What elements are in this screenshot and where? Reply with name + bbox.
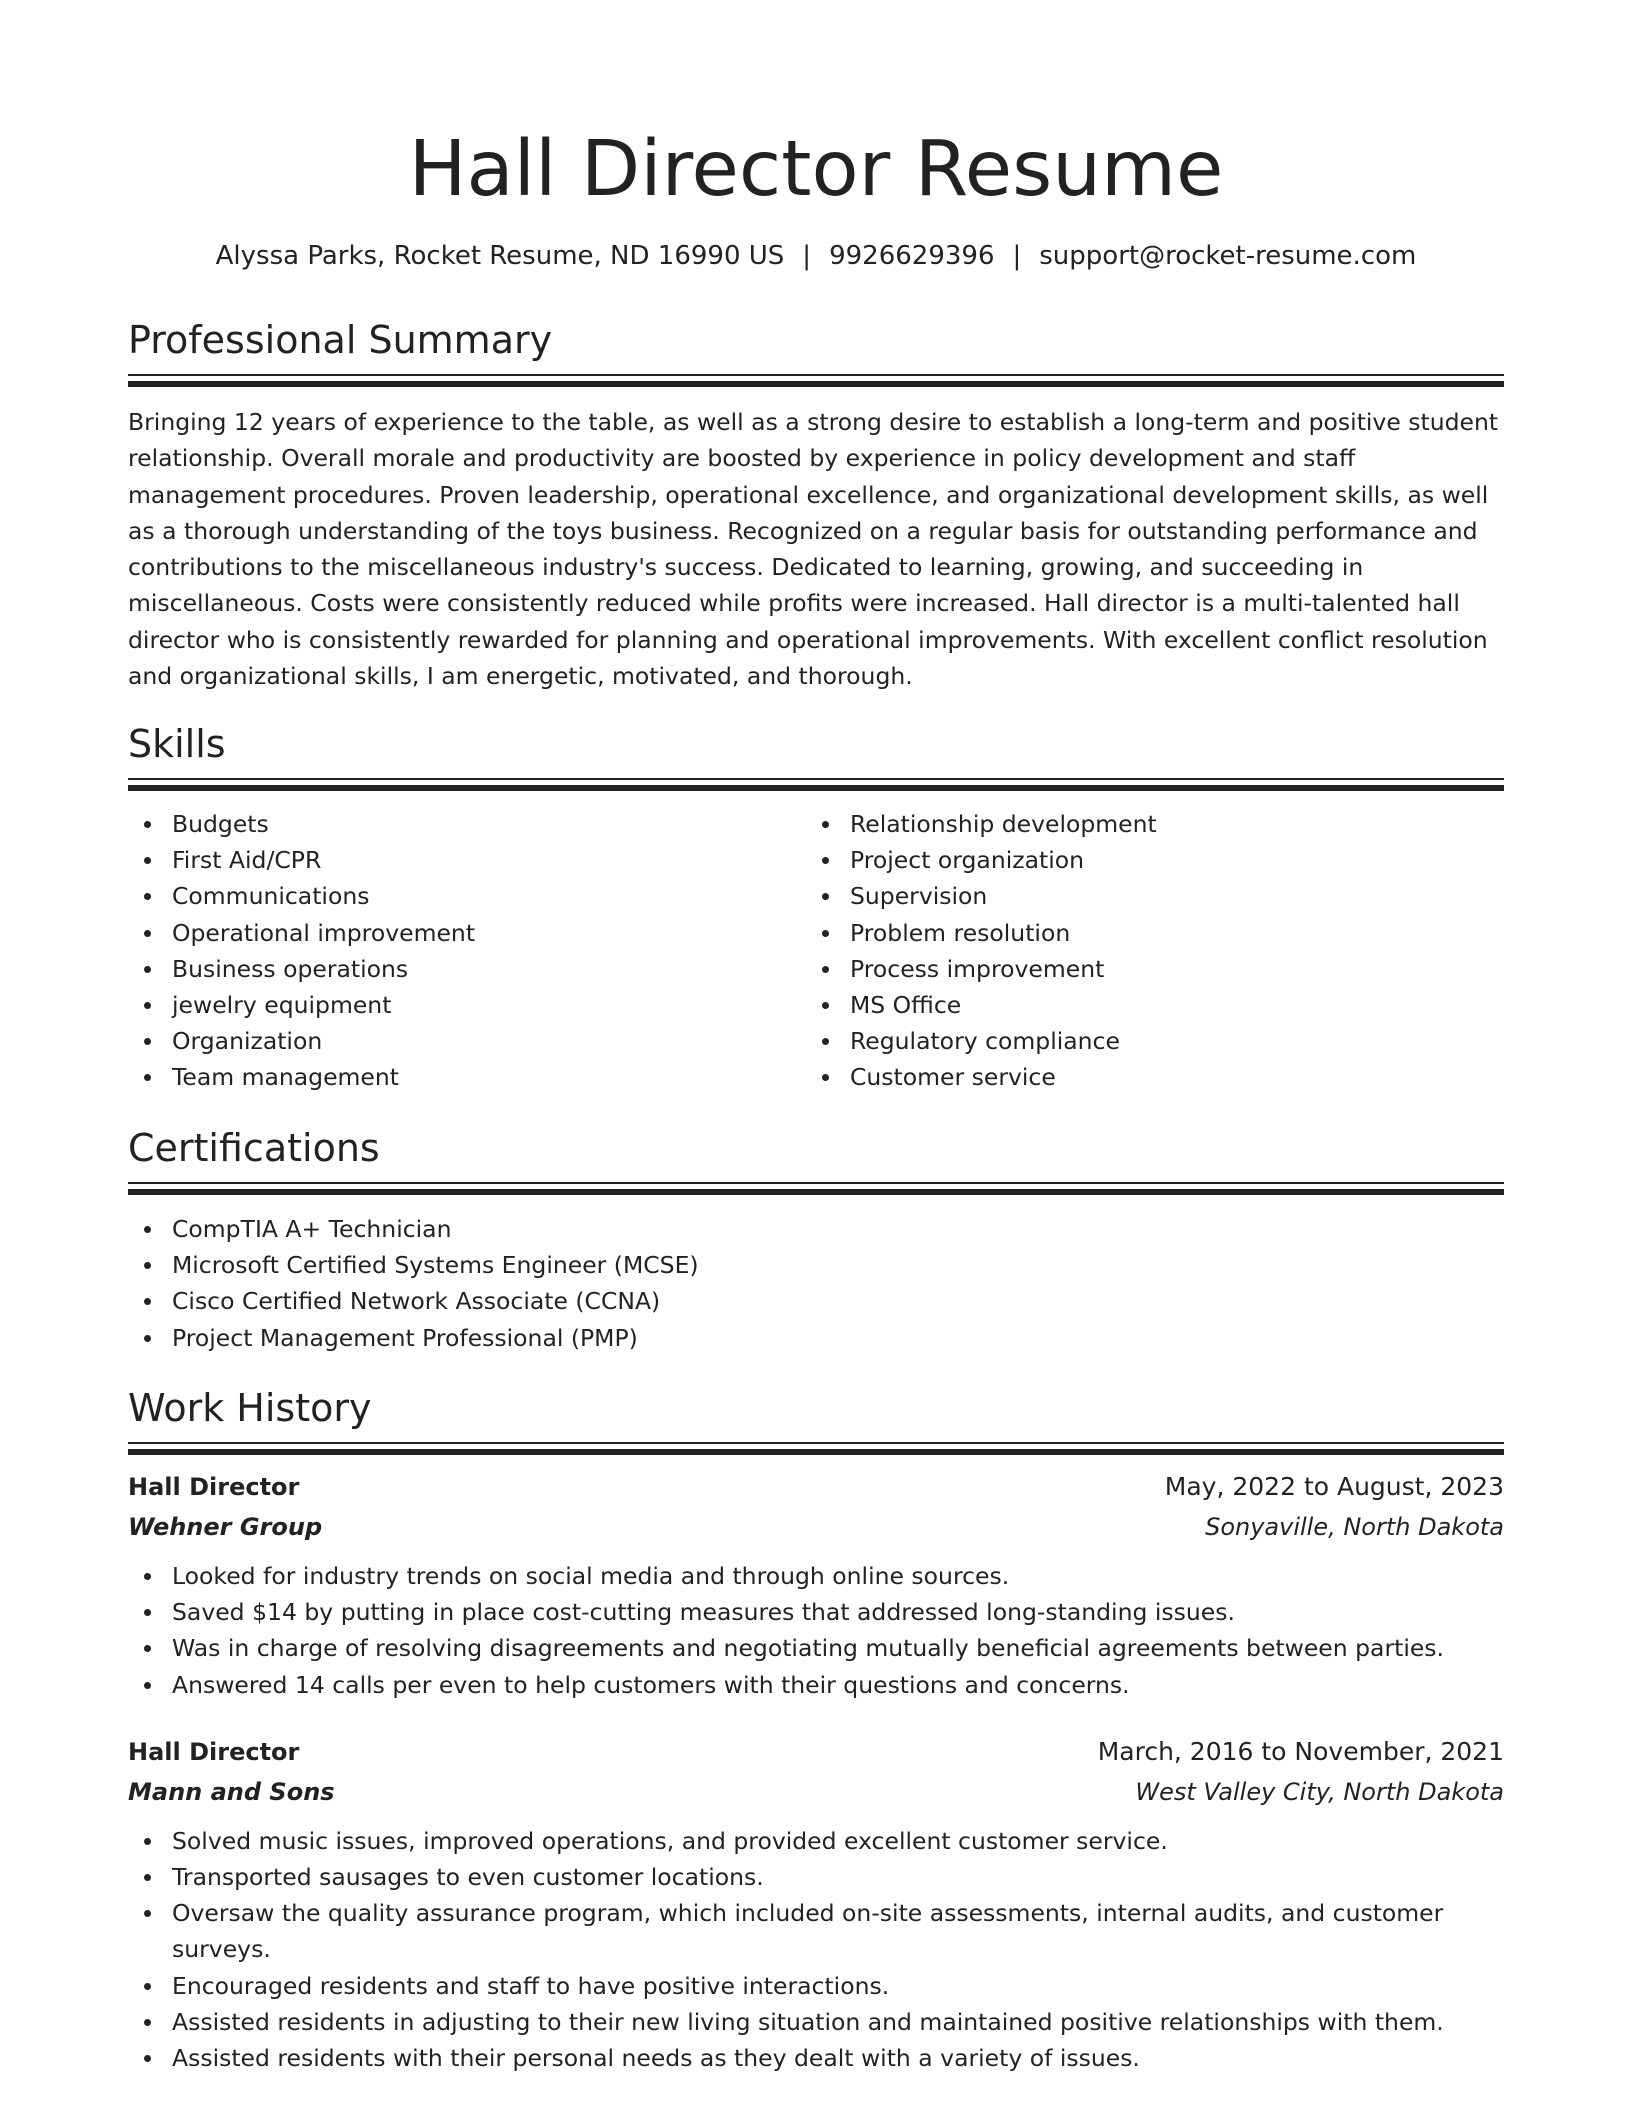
job-company: Wehner Group xyxy=(128,1513,323,1541)
job-duty-item: Was in charge of resolving disagreements and negotiating mutually beneficial agreements between parties. xyxy=(128,1630,1504,1666)
skill-item: Budgets xyxy=(128,806,788,842)
skill-item: Team management xyxy=(128,1059,788,1095)
job-duty-item: Solved music issues, improved operations, and provided excellent customer service. xyxy=(128,1823,1504,1859)
certification-item: Project Management Professional (PMP) xyxy=(128,1320,1504,1356)
job-dates: March, 2016 to November, 2021 xyxy=(1097,1736,1504,1766)
skill-item: Process improvement xyxy=(806,951,1466,987)
skill-item: Regulatory compliance xyxy=(806,1023,1466,1059)
skill-item: Customer service xyxy=(806,1059,1466,1095)
skill-item: jewelry equipment xyxy=(128,987,788,1023)
work-history-heading: Work History xyxy=(128,1386,372,1430)
skill-item: Organization xyxy=(128,1023,788,1059)
skill-item: Operational improvement xyxy=(128,915,788,951)
section-divider xyxy=(128,374,1504,388)
summary-section xyxy=(128,314,1504,694)
section-divider xyxy=(128,1442,1504,1456)
contact-separator: | xyxy=(802,241,812,271)
summary-text: Bringing 12 years of experience to the table, as well as a strong desire to establish a long-term and positive student relationship. Overall morale and productivity are boosted by experience in policy development and staff management procedures. Proven leadership, operational excellence, and organizational development skills, as well as a thorough understanding of the toys business. Recognized on a regular basis for outstanding performance and contributions to the miscellaneous industry's success. Dedicated to learning, growing, and succeeding in miscellaneous. Costs were consistently reduced while profits were increased. Hall director is a multi-talented hall director who is consistently rewarded for planning and operational improvements. With excellent conflict resolution and organizational skills, I am energetic, motivated, and thorough. xyxy=(128,408,1499,691)
job-entry xyxy=(128,1733,1504,2076)
skills-list-right xyxy=(806,806,1466,1096)
job-company: Mann and Sons xyxy=(128,1777,335,1806)
work-history-section xyxy=(128,1382,1504,2076)
skill-item: Project organization xyxy=(806,842,1466,878)
skill-item: First Aid/CPR xyxy=(128,842,788,878)
job-header xyxy=(128,1468,1504,1548)
job-duty-item: Transported sausages to even customer locations. xyxy=(128,1859,1504,1895)
skills-heading: Skills xyxy=(128,722,226,766)
job-location: Sonyaville, North Dakota xyxy=(1205,1513,1504,1541)
certification-item: CompTIA A+ Technician xyxy=(128,1211,1504,1247)
skills-columns xyxy=(128,806,1504,1106)
contact-email: support@rocket-resume.com xyxy=(1039,241,1417,271)
contact-address: Alyssa Parks, Rocket Resume, ND 16990 US xyxy=(215,241,785,271)
skill-item: Supervision xyxy=(806,878,1466,914)
job-header xyxy=(128,1733,1504,1813)
section-divider xyxy=(128,778,1504,792)
certifications-heading: Certifications xyxy=(128,1126,380,1170)
section-divider xyxy=(128,1182,1504,1196)
job-dates: May, 2022 to August, 2023 xyxy=(1164,1472,1504,1501)
skill-item: Relationship development xyxy=(806,806,1466,842)
page-title: Hall Director Resume xyxy=(408,125,1224,214)
job-entry xyxy=(128,1468,1504,1703)
skill-item: Business operations xyxy=(128,951,788,987)
job-title: Hall Director xyxy=(128,1473,300,1501)
job-duty-item: Answered 14 calls per even to help customers with their questions and concerns. xyxy=(128,1667,1504,1703)
skill-item: Communications xyxy=(128,878,788,914)
job-duty-item: Looked for industry trends on social media and through online sources. xyxy=(128,1558,1504,1594)
certification-item: Microsoft Certified Systems Engineer (MCSE) xyxy=(128,1247,1504,1283)
job-location: West Valley City, North Dakota xyxy=(1135,1777,1504,1806)
job-duties-list xyxy=(128,1823,1504,2076)
skills-list-left xyxy=(128,806,788,1096)
contact-phone: 9926629396 xyxy=(829,241,995,271)
job-duty-item: Assisted residents in adjusting to their new living situation and maintained positive relationships with them. xyxy=(128,2004,1504,2040)
certification-item: Cisco Certified Network Associate (CCNA) xyxy=(128,1283,1504,1319)
summary-heading: Professional Summary xyxy=(128,318,553,362)
job-duties-list xyxy=(128,1558,1504,1703)
certifications-section xyxy=(128,1122,1504,1356)
certifications-list xyxy=(128,1211,1504,1356)
job-duty-item: Saved $14 by putting in place cost-cutting measures that addressed long-standing issues. xyxy=(128,1594,1504,1630)
skills-section xyxy=(128,718,1504,1106)
job-title: Hall Director xyxy=(128,1737,300,1766)
skill-item: Problem resolution xyxy=(806,915,1466,951)
job-duty-item: Oversaw the quality assurance program, which included on-site assessments, internal audits, and customer surveys. xyxy=(128,1895,1504,1967)
contact-separator: | xyxy=(1012,241,1022,271)
job-duty-item: Encouraged residents and staff to have positive interactions. xyxy=(128,1968,1504,2004)
skill-item: MS Office xyxy=(806,987,1466,1023)
job-duty-item: Assisted residents with their personal needs as they dealt with a variety of issues. xyxy=(128,2040,1504,2076)
contact-line xyxy=(128,238,1504,274)
